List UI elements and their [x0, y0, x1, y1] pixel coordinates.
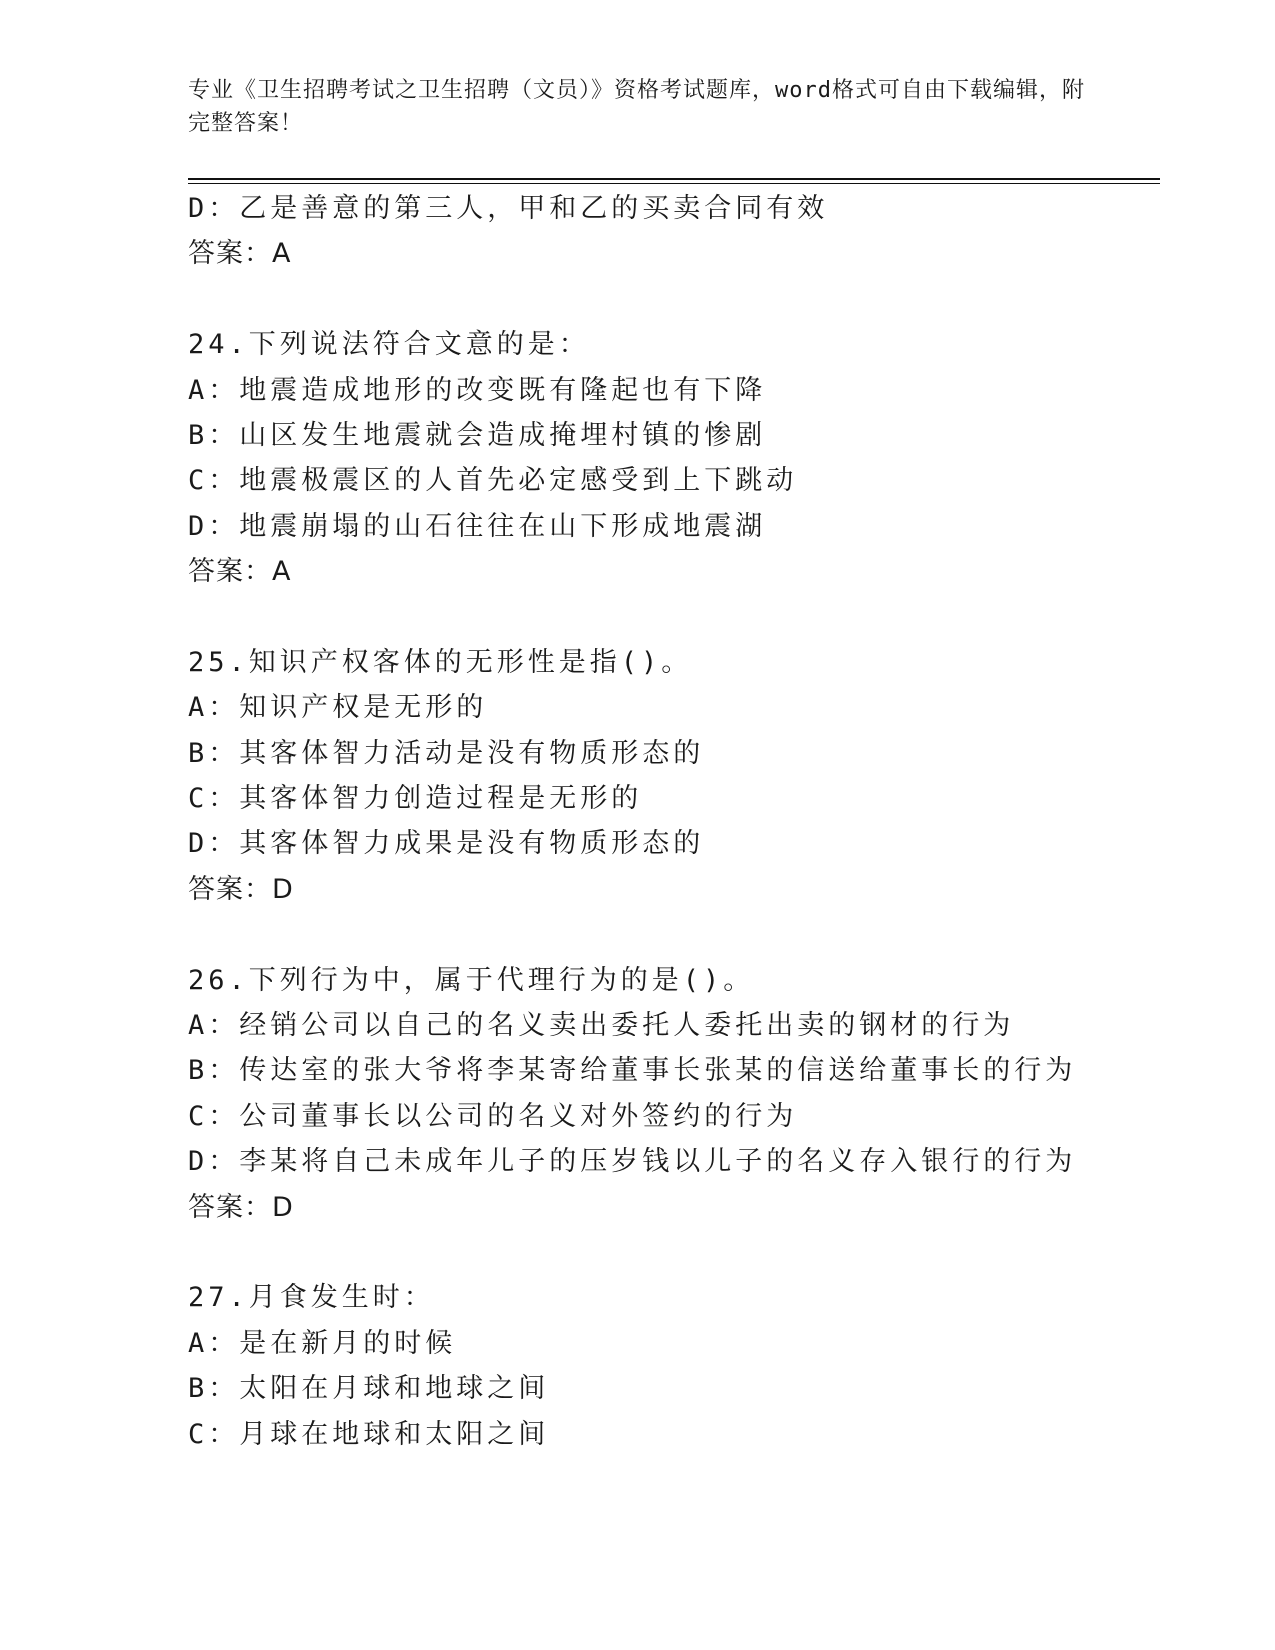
option-d: D：其客体智力成果是没有物质形态的: [188, 828, 705, 860]
question-25: [188, 640, 1188, 912]
question-stem: 25.知识产权客体的无形性是指()。: [188, 646, 693, 678]
option-c: C：公司董事长以公司的名义对外签约的行为: [188, 1100, 798, 1132]
question-stem: 24.下列说法符合文意的是：: [188, 329, 590, 361]
option-b: B：其客体智力活动是没有物质形态的: [188, 737, 705, 769]
option-b: B：传达室的张大爷将李某寄给董事长张某的信送给董事长的行为: [188, 1055, 1077, 1087]
question-24: [188, 322, 1188, 594]
question-stem: 27.月食发生时：: [188, 1282, 435, 1314]
option-a: A：经销公司以自己的名义卖出委托人委托出卖的钢材的行为: [188, 1010, 1015, 1042]
question-27: [188, 1275, 1188, 1457]
answer-line: 答案：A: [188, 238, 292, 270]
option-d: D：乙是善意的第三人，甲和乙的买卖合同有效: [188, 193, 829, 224]
option-a: A：知识产权是无形的: [188, 692, 488, 724]
page-header: 专业《卫生招聘考试之卫生招聘（文员）》资格考试题库，word格式可自由下载编辑，附完整答案！: [188, 78, 1085, 136]
option-c: C：其客体智力创造过程是无形的: [188, 783, 643, 815]
option-b: B：太阳在月球和地球之间: [188, 1373, 550, 1405]
header-divider-thin: [188, 183, 1160, 184]
option-a: A：是在新月的时候: [188, 1327, 457, 1359]
answer-line: 答案：A: [188, 556, 292, 588]
answer-line: 答案：D: [188, 873, 294, 905]
option-c: C：月球在地球和太阳之间: [188, 1418, 550, 1450]
question-stem: 26.下列行为中，属于代理行为的是()。: [188, 964, 755, 996]
option-d: D：地震崩塌的山石往往在山下形成地震湖: [188, 510, 767, 542]
header-divider: [188, 178, 1160, 180]
option-d: D：李某将自己未成年儿子的压岁钱以儿子的名义存入银行的行为: [188, 1146, 1077, 1178]
question-content: [188, 186, 1188, 1457]
question-26: [188, 958, 1188, 1230]
option-a: A：地震造成地形的改变既有隆起也有下降: [188, 374, 767, 406]
answer-line: 答案：D: [188, 1191, 294, 1223]
option-c: C：地震极震区的人首先必定感受到上下跳动: [188, 465, 798, 497]
option-b: B：山区发生地震就会造成掩埋村镇的惨剧: [188, 419, 767, 451]
